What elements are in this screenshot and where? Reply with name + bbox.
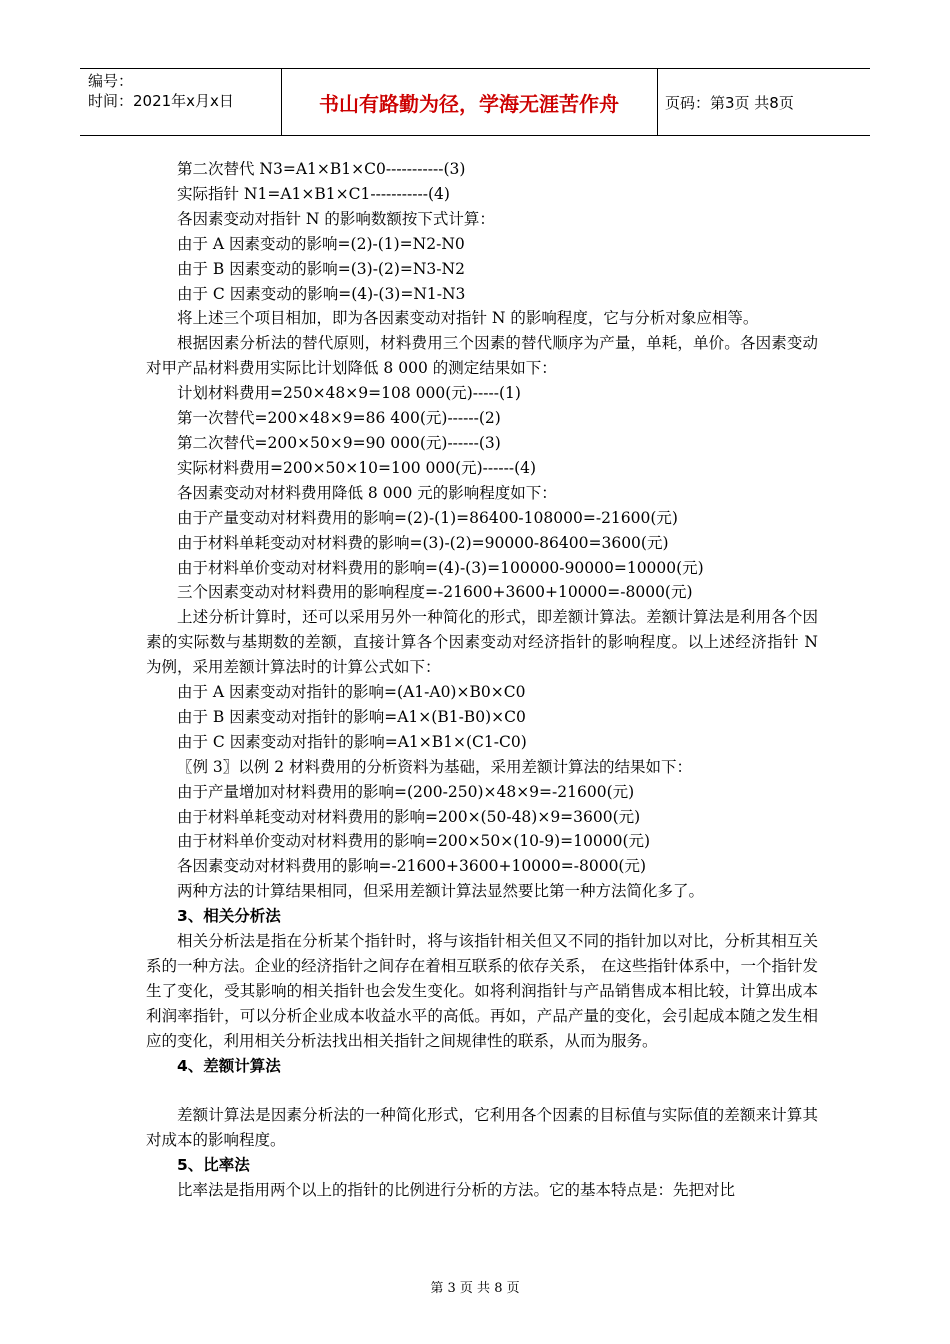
number-label: 编号：	[88, 72, 134, 90]
body-paragraph: 差额计算法是因素分析法的一种简化形式，它利用各个因素的目标值与实际值的差额来计算其对成本的影响程度。	[146, 1106, 818, 1150]
body-paragraph: 由于材料单耗变动对材料费用的影响=200×(50-48)×9=3600(元)	[177, 807, 641, 826]
body-paragraph: 各因素变动对指针 N 的影响数额按下式计算：	[177, 209, 495, 228]
body-paragraph: 三个因素变动对材料费用的影响程度=-21600+3600+10000=-8000(元)	[177, 583, 693, 602]
body-paragraph: 实际材料费用=200×50×10=100 000(元)------(4)	[177, 458, 537, 477]
body-paragraph: 由于 C 因素变动对指针的影响=A1×B1×(C1-C0)	[177, 732, 527, 751]
header-motto: 书山有路勤为径，学海无涯苦作舟	[319, 91, 619, 116]
body-paragraph: 由于材料单价变动对材料费用的影响=(4)-(3)=100000-90000=10000(元)	[177, 558, 704, 577]
body-paragraph: 各因素变动对材料费用的影响=-21600+3600+10000=-8000(元)	[177, 857, 647, 876]
body-paragraph: 由于 C 因素变动的影响=(4)-(3)=N1-N3	[177, 284, 466, 303]
body-paragraph: 由于 A 因素变动的影响=(2)-(1)=N2-N0	[177, 234, 465, 253]
body-paragraph: 相关分析法是指在分析某个指针时，将与该指针相关但又不同的指针加以对比，分析其相互关系的一种方法。企业的经济指针之间存在着相互联系的依存关系， 在这些指针体系中，一个指针发生了变化，受其影响的相关指针也会发生变化。如将利润指针与产品销售成本相比较，计算出成本利润率指针，可以分析企业成本收益水平的高低。再如，产品产量的变化，会引起成本随之发生相应的变化，利用相关分析法找出相关指针之间规律性的联系，从而为服务。	[146, 932, 818, 1050]
body-paragraph: 第二次替代 N3=A1×B1×C0-----------(3)	[177, 160, 466, 178]
body-paragraph: 上述分析计算时，还可以采用另外一种简化的形式，即差额计算法。差额计算法是利用各个因素的实际数与基期数的差额，直接计算各个因素变动对经济指针的影响程度。以上述经济指针 N 为例，采用差额计算法时的计算公式如下：	[146, 608, 818, 677]
body-paragraph: 实际指针 N1=A1×B1×C1-----------(4)	[177, 184, 450, 203]
body-paragraph: 由于 A 因素变动对指针的影响=(A1-A0)×B0×C0	[177, 683, 526, 702]
body-paragraph: 各因素变动对材料费用降低 8 000 元的影响程度如下：	[177, 483, 557, 502]
body-paragraph: 由于产量增加对材料费用的影响=(200-250)×48×9=-21600(元)	[177, 782, 635, 801]
body-paragraph: 由于材料单价变动对材料费用的影响=200×50×(10-9)=10000(元)	[177, 832, 651, 851]
body-paragraph: 根据因素分析法的替代原则，材料费用三个因素的替代顺序为产量，单耗，单价。各因素变动对甲产品材料费用实际比计划降低 8 000 的测定结果如下：	[146, 334, 818, 378]
header-page-info: 页码：第3页 共8页	[665, 93, 794, 112]
header-meta	[88, 71, 234, 111]
body-paragraph: 由于 B 因素变动的影响=(3)-(2)=N3-N2	[177, 259, 465, 278]
body-paragraph: 由于 B 因素变动对指针的影响=A1×(B1-B0)×C0	[177, 707, 526, 726]
section-heading: 3、相关分析法	[177, 907, 281, 926]
body-paragraph: 第二次替代=200×50×9=90 000(元)------(3)	[177, 433, 501, 452]
blank-line	[146, 1079, 818, 1104]
body-paragraph: 计划材料费用=250×48×9=108 000(元)-----(1)	[177, 384, 521, 403]
body-paragraph: 〖例 3〗以例 2 材料费用的分析资料为基础，采用差额计算法的结果如下：	[177, 757, 693, 776]
body-paragraph: 由于产量变动对材料费用的影响=(2)-(1)=86400-108000=-21600(元)	[177, 508, 678, 527]
header-divider	[657, 69, 658, 135]
body-paragraph: 比率法是指用两个以上的指针的比例进行分析的方法。它的基本特点是：先把对比	[177, 1181, 736, 1200]
body-paragraph: 将上述三个项目相加，即为各因素变动对指针 N 的影响程度，它与分析对象应相等。	[177, 309, 759, 328]
section-heading: 4、差额计算法	[177, 1056, 281, 1075]
section-heading: 5、比率法	[177, 1156, 250, 1175]
body-paragraph: 由于材料单耗变动对材料费的影响=(3)-(2)=90000-86400=3600(元)	[177, 533, 669, 552]
page-footer: 第 3 页 共 8 页	[430, 1281, 520, 1296]
time-label: 时间：2021年x月x日	[88, 92, 234, 110]
document-body	[146, 157, 818, 1203]
body-paragraph: 第一次替代=200×48×9=86 400(元)------(2)	[177, 409, 501, 428]
body-paragraph: 两种方法的计算结果相同，但采用差额计算法显然要比第一种方法简化多了。	[177, 882, 705, 901]
page-header	[80, 68, 870, 136]
